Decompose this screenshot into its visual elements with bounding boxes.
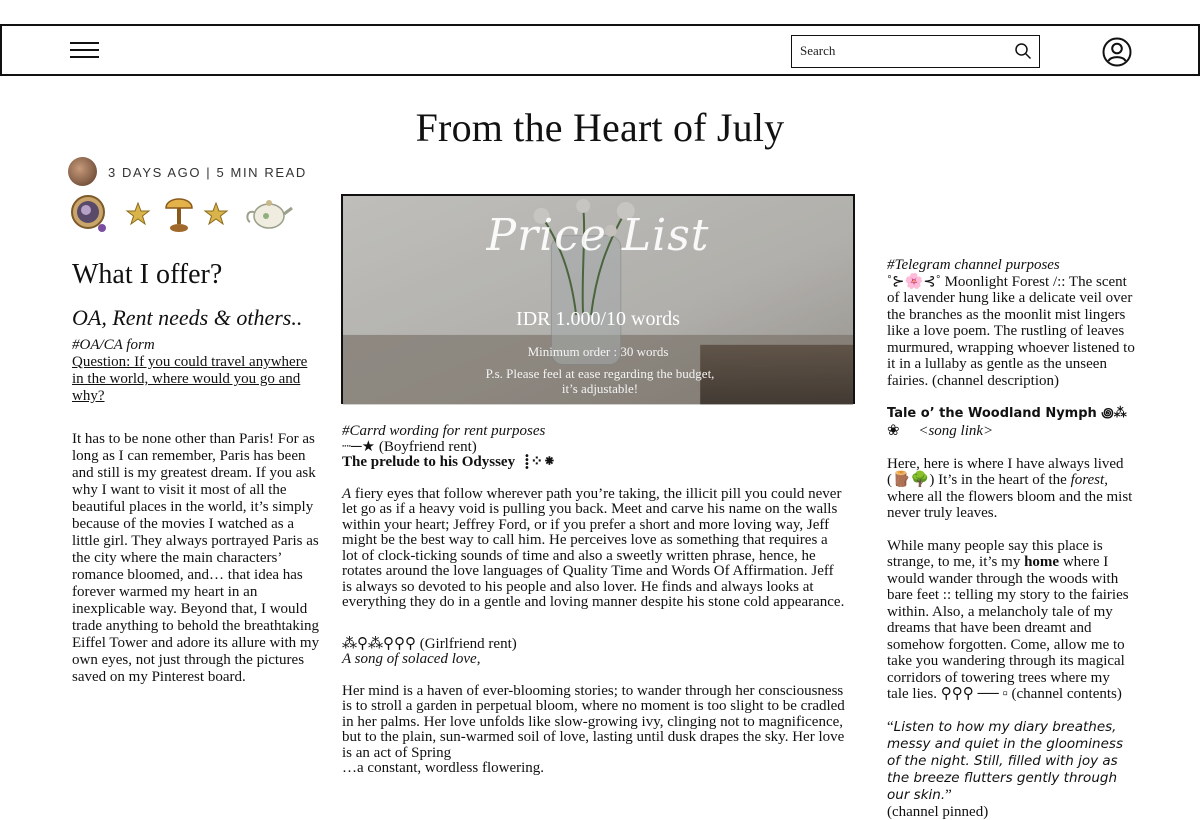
search-input[interactable] (792, 36, 1012, 66)
channel-paragraph-2-a: While many people say this place is strange, to me, it’s my (887, 538, 1103, 571)
answer-paragraph: It has to be none other than Paris! For as long as I can remember, Paris has been and still is my greatest dream. If you ask why I want to visit it most of all the beautiful places in the world, it’s simply because of the movies I watched as a little girl. They always portrayed Paris as the city where the main characters’ romance bloomed, and… that idea has forever warmed my heart in an inexplicable way. Beyond that, I would trade anything to behold the breathtaking Eiffel Tower and adore its allure with my own eyes, not just through the pictures saved on my Pinterest board. (72, 431, 320, 686)
forest-word: forest (1071, 472, 1105, 488)
quote-close: ” (945, 787, 952, 803)
offer-subheading: OA, Rent needs & others.. (72, 304, 320, 332)
price-rate: IDR 1.000/10 words (343, 308, 853, 331)
moonlight-m: M (945, 274, 958, 290)
channel-paragraph-2-b: where I would wander through the woods with bare feet :: telling my story to the fairies within. Also, a melancholy tale of my dreams that have been dreamt and somehow forgotten. Come, allow me to take you wandering through its magical corridors of towering trees where my tale lies. ⚲⚲⚲ ── ▫ (channel contents) (887, 554, 1129, 702)
right-column (887, 257, 1135, 820)
boyfriend-paragraph (342, 487, 847, 611)
article-meta: 3 DAYS AGO | 5 MIN READ (108, 165, 307, 180)
star-sticker-icon-2 (204, 202, 228, 226)
song-title: Tale o’ the Woodland Nymph ꩜⁂ (887, 405, 1135, 423)
girlfriend-body: Her mind is a haven of ever-blooming stories; to wander through her consciousness is to stroll a garden in perpetual bloom, where no moment is too slight to be cradled in her palms. Her love unfolds like slow-growing ivy, clinging not to magnificence, but to the plain, sun-warmed soil of love, lasting until dusk drapes the sky. Her love is an act of Spring (342, 684, 847, 762)
song-row (887, 423, 1135, 440)
telegram-tag: #Telegram channel purposes (887, 257, 1135, 274)
lamp-sticker-icon (162, 190, 196, 234)
price-note: P.s. Please feel at ease regarding the budget, it’s adjustable! (483, 366, 717, 396)
channel-description-body: /:: The scent of lavender hung like a delicate veil over the branches as the moonlit mist lingers like a love poem. The rustling of leaves murmured, wrapping whoever listened to it in a lullaby as gentle as the unseen fairies. (channel description) (887, 274, 1135, 389)
moonlight-f: F (1012, 274, 1020, 290)
girlfriend-ending: …a constant, wordless flowering. (342, 761, 847, 777)
quote-open: “ (887, 719, 894, 735)
channel-paragraph-1-b: , where all the flowers bloom and the mist never truly leaves. (887, 472, 1132, 521)
song-link[interactable]: <song link> (918, 423, 993, 439)
decorative-stickers (68, 190, 298, 236)
offer-heading: What I offer? (72, 258, 320, 292)
boyfriend-body: fiery eyes that follow wherever path you’re taking, the illicit pill you could never let go as if a heavy void is pulling you back. Meet and carve his name on the walls within your heart; Jeffrey Ford, or if you prefer a short and more loving way, Jeff might be the best way to call him. He perceives love as something that requires a lot of clock-ticking sounds of time and also a sweetly written phrase, hence, he rotates around the love languages of Quality Time and Words Of Affirmation. Jeff is always so devoted to his people and also lover. He finds and always looks at everything they do in a gentle and loving manner despite his stone cold appearance. (342, 486, 844, 611)
boyfriend-title: The prelude to his Odyssey ⢸⁘⁕ (342, 455, 847, 471)
quote-note: (channel pinned) (887, 804, 1135, 820)
left-column (72, 258, 320, 686)
author-avatar[interactable] (68, 157, 97, 186)
search-box[interactable] (791, 35, 1040, 68)
question-link[interactable]: Question: If you could travel anywhere in the world, where would you go and why? (72, 354, 320, 405)
hamburger-menu-icon[interactable] (70, 42, 100, 60)
channel-description (887, 274, 1135, 390)
search-icon[interactable] (1014, 42, 1032, 60)
quote-text: Listen to how my diary breathes, messy and quiet in the gloominess of the night. Still, filled with joy as the breeze flutters gently through our skin. (887, 719, 1123, 803)
moonlight-orest: orest (1020, 274, 1049, 290)
home-word: home (1024, 554, 1059, 570)
top-navigation-bar (0, 24, 1200, 76)
star-sticker-icon (126, 202, 150, 226)
channel-paragraph-1 (887, 456, 1135, 522)
girlfriend-rent-label: ⁂⚲⁂⚲⚲⚲ (Girlfriend rent) (342, 637, 847, 653)
center-column (342, 424, 847, 777)
locket-sticker-icon (70, 192, 110, 234)
channel-paragraph-1-a: Here, here is where I have always lived (🪵🌳) It’s in the heart of the (887, 456, 1124, 489)
boyfriend-lead-letter: A (342, 486, 351, 502)
account-icon[interactable] (1102, 37, 1132, 67)
teapot-sticker-icon (244, 196, 294, 230)
price-list-image (341, 194, 855, 404)
price-minimum: Minimum order : 30 words (343, 344, 853, 360)
pinned-quote (887, 719, 1135, 804)
carrd-tag: #Carrd wording for rent purposes (342, 424, 847, 440)
form-tag: #OA/CA form (72, 336, 320, 354)
channel-paragraph-2 (887, 538, 1135, 703)
boyfriend-rent-label: ┈─★ (Boyfriend rent) (342, 440, 847, 456)
moonlight-symbols: ˚⊱🌸⊰˚ (887, 274, 941, 290)
page-title: From the Heart of July (0, 104, 1200, 151)
price-list-title: Price List (343, 210, 853, 261)
girlfriend-title: A song of solaced love, (342, 652, 847, 668)
moonlight-oonlight: oonlight (958, 274, 1012, 290)
flower-symbol: ❀ (887, 423, 900, 439)
